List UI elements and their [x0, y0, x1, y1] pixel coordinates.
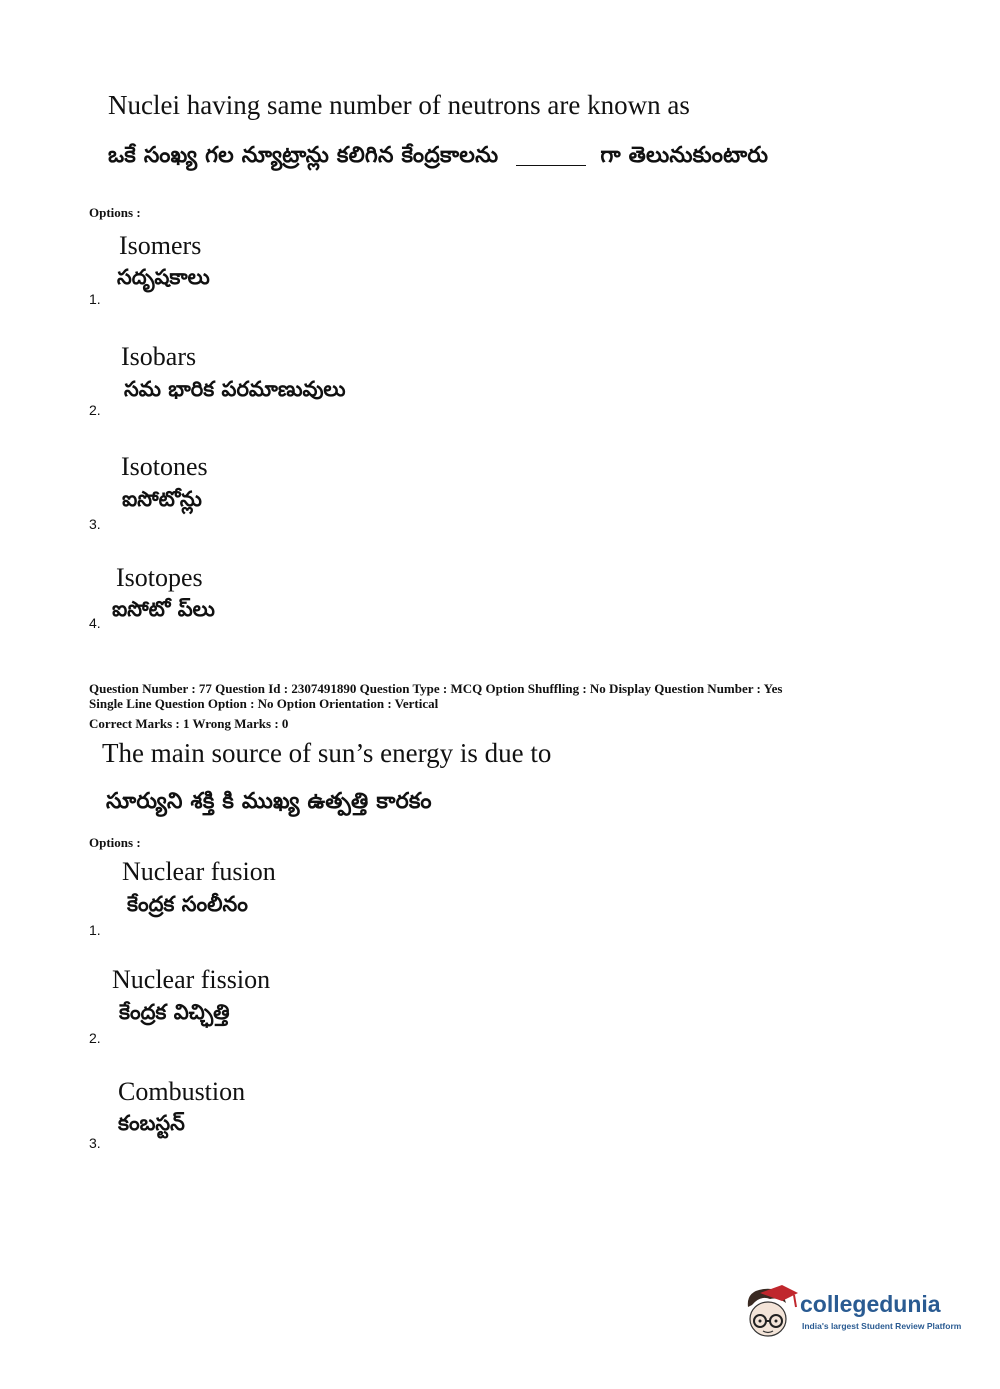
q77-option-2-en: Nuclear fission [112, 965, 271, 994]
answer-blank [516, 147, 586, 166]
question-77-text-te: సూర్యుని శక్తి కి ముఖ్య ఉత్పత్తి కారకం [106, 789, 432, 814]
q77-option-3-te: కంబస్టన్ [118, 1111, 185, 1135]
q77-option-3-en: Combustion [118, 1077, 246, 1106]
question-meta-line2: Single Line Question Option : No Option Orientation : Vertical [89, 696, 439, 711]
option-4-en: Isotopes [116, 563, 203, 592]
option-1-te: సదృషకాలు [117, 265, 210, 289]
option-3-en: Isotones [121, 452, 208, 481]
q77-option-1-te: కేంద్రక సంలీనం [127, 892, 248, 916]
q77-option-1-number: 1. [89, 922, 101, 938]
question-text-en: Nuclei having same number of neutrons are known as [108, 90, 690, 120]
question-marks: Correct Marks : 1 Wrong Marks : 0 [89, 716, 289, 731]
q77-option-2-number: 2. [89, 1030, 101, 1046]
option-3-number: 3. [89, 516, 101, 532]
question-text-te [108, 143, 768, 173]
question-77-text-en: The main source of sun’s energy is due to [102, 738, 552, 768]
option-1-number: 1. [89, 291, 101, 307]
option-2-number: 2. [89, 402, 101, 418]
option-4-te: ఐసోటో ప్‌లు [112, 597, 215, 621]
options-label: Options : [89, 205, 141, 220]
logo-name: collegedunia [800, 1291, 941, 1317]
question-text-te-part1: ఒకే సంఖ్య గల న్యూట్రాన్లు కలిగిన కేంద్రకాలను [108, 143, 499, 168]
q77-option-1-en: Nuclear fusion [122, 857, 276, 886]
question-meta-line1: Question Number : 77 Question Id : 2307491890 Question Type : MCQ Option Shuffling : No Display Question Number : Yes [89, 681, 783, 696]
collegedunia-logo[interactable] [742, 1283, 972, 1349]
option-1-en: Isomers [119, 231, 202, 260]
question-text-te-part2: గా తెలునుకుంటారు [600, 143, 769, 168]
option-2-en: Isobars [121, 342, 197, 371]
option-2-te: సమ భారిక పరమాణువులు [124, 377, 346, 401]
options-label-77: Options : [89, 835, 141, 850]
q77-option-2-te: కేంద్రక విచ్ఛిత్తి [119, 1000, 230, 1024]
option-3-te: ఐసోటోన్లు [122, 487, 202, 511]
q77-option-3-number: 3. [89, 1135, 101, 1151]
option-4-number: 4. [89, 615, 101, 631]
mascot-icon [742, 1283, 800, 1343]
logo-tagline: India's largest Student Review Platform [802, 1321, 962, 1331]
